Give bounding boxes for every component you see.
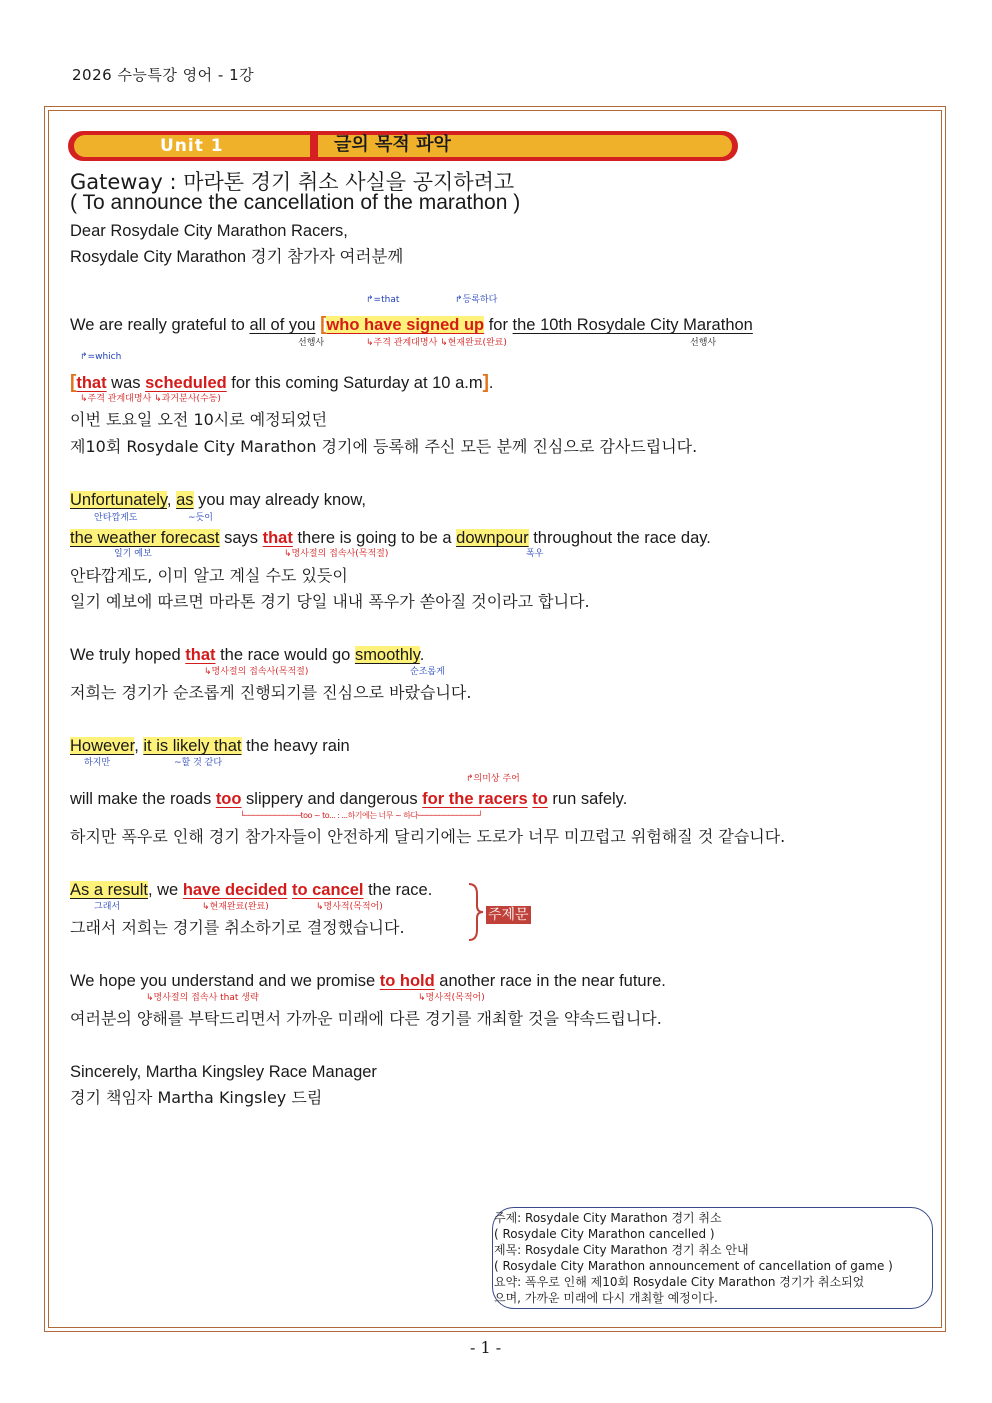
p1-text: was (106, 374, 146, 392)
p2-line2 (70, 527, 711, 549)
page-frame-inner (48, 110, 942, 1328)
p4-too: too (215, 790, 242, 808)
annotation-that-omitted: ↳명사절의 접속사 that 생략 (146, 993, 259, 1003)
annotation-which: ↱=which (80, 352, 122, 362)
p2-ko-line1: 안타깝게도, 이미 알고 계실 수도 있듯이 (70, 566, 348, 585)
bracket-open: [ (320, 314, 327, 335)
p2-line1 (70, 489, 366, 511)
p1-line1 (70, 314, 753, 336)
annotation-to-hold: ↳명사적(목적어) (418, 993, 485, 1003)
p3-line1 (70, 644, 424, 666)
p2-weather-forecast: the weather forecast (70, 529, 220, 547)
annotation-antecedent-2: 선행사 (690, 338, 717, 348)
p1-text: for (484, 316, 513, 334)
greeting-ko: Rosydale City Marathon 경기 참가자 여러분께 (70, 248, 404, 266)
p5-text: , we (147, 881, 183, 899)
p4-text: the heavy rain (241, 737, 350, 755)
p5-text: the race. (363, 881, 433, 899)
p1-ko-line1: 이번 토요일 오전 10시로 예정되었던 (70, 410, 328, 429)
p5-to-cancel: to cancel (291, 881, 364, 899)
p6-text: another race in the near future. (434, 972, 666, 990)
p3-text: We truly hoped (70, 646, 186, 664)
gateway-subtitle: ( To announce the cancellation of the marathon ) (70, 191, 521, 214)
p2-as: as (176, 491, 194, 509)
p2-text: says (219, 529, 263, 547)
p1-antecedent-2: the 10th Rosydale City Marathon (512, 316, 753, 334)
annotation-semantic-subject: ↱의미상 주어 (466, 774, 520, 784)
annotation-that: ↱=that (366, 295, 400, 305)
annotation-however: 하지만 (84, 758, 111, 768)
p3-text: the race would go (215, 646, 355, 664)
topic-sentence-label: 주제문 (488, 907, 529, 923)
p2-text: throughout the race day. (528, 529, 711, 547)
p5-line1 (70, 879, 432, 901)
summary-topic: 주제: Rosydale City Marathon 경기 취소 (494, 1211, 722, 1225)
annotation-weather-forecast: 일기 예보 (114, 549, 152, 559)
p2-text: you may already know, (193, 491, 366, 509)
summary-abstract-2: 으며, 가까운 미래에 다시 개최할 예정이다. (494, 1291, 718, 1305)
p1-relative-clause: who have signed up (326, 316, 485, 334)
summary-title: 제목: Rosydale City Marathon 경기 취소 안내 (494, 1243, 749, 1257)
p6-text: We hope you understand and we promise (70, 972, 380, 990)
p3-period: . (419, 646, 425, 664)
p2-text: , (166, 491, 177, 509)
topic-brace (466, 882, 486, 942)
annotation-unfortunately: 안타깝게도 (94, 513, 138, 523)
p2-text: there is going to be a (292, 529, 457, 547)
annotation-smoothly: 순조롭게 (410, 667, 445, 677)
p6-line1 (70, 970, 666, 992)
annotation-that-clause: ↳명사절의 접속사(목적절) (284, 549, 389, 559)
p5-have-decided: have decided (182, 881, 288, 899)
p4-ko: 하지만 폭우로 인해 경기 참가자들이 안전하게 달리기에는 도로가 너무 미끄럽고 위험해질 것 같습니다. (70, 827, 786, 846)
p1-period: . (488, 374, 494, 392)
summary-topic-en: ( Rosydale City Marathon cancelled ) (494, 1227, 715, 1241)
p4-however: However (70, 737, 135, 755)
p4-line2 (70, 788, 627, 810)
p1-antecedent: all of you (249, 316, 316, 334)
p1-ko-line2: 제10회 Rosydale City Marathon 경기에 등록해 주신 모든 분께 진심으로 감사드립니다. (70, 437, 698, 456)
p4-it-is-likely: it is likely that (143, 737, 242, 755)
p1-text: We are really grateful to (70, 316, 250, 334)
summary-abstract: 요약: 폭우로 인해 제10회 Rosydale City Marathon 경기가 취소되었 (494, 1275, 865, 1289)
p1-scheduled: scheduled (145, 374, 227, 392)
p1-line2 (70, 372, 494, 394)
p4-text: will make the roads (70, 790, 216, 808)
bracket-open: [ (70, 372, 77, 393)
p2-that: that (262, 529, 293, 547)
annotation-downpour: 폭우 (526, 549, 544, 559)
p3-that: that (185, 646, 216, 664)
unit-title: 글의 목적 파악 (334, 134, 451, 155)
unit-label: Unit 1 (160, 136, 224, 156)
annotation-as: ~듯이 (188, 513, 213, 523)
p4-text: run safely. (547, 790, 628, 808)
p2-downpour: downpour (456, 529, 529, 547)
annotation-as-a-result: 그래서 (94, 902, 121, 912)
p1-that: that (76, 374, 107, 392)
p4-text: , (134, 737, 144, 755)
p2-ko-line2: 일기 예보에 따르면 마라톤 경기 당일 내내 폭우가 쏟아질 것이라고 합니다. (70, 592, 590, 611)
annotation-register: ↱등록하다 (455, 295, 498, 305)
p3-smoothly: smoothly (354, 646, 420, 664)
bracket-close: ] (482, 372, 489, 393)
p4-for-the-racers: for the racers (422, 790, 528, 808)
annotation-present-perfect: ↳현재완료(완료) (202, 902, 269, 912)
annotation-too-to: └─────────────too ~ to... : ...하기에는 너무 ~ 하다──────────────┘ (240, 811, 483, 820)
p2-unfortunately: Unfortunately (70, 491, 167, 509)
annotation-rel-pronoun: ↳주격 관계대명사 ↳현재완료(완료) (366, 338, 507, 348)
summary-title-en: ( Rosydale City Marathon announcement of cancellation of game ) (494, 1259, 893, 1273)
annotation-rel-pronoun-2: ↳주격 관계대명사 ↳과거분사(수동) (80, 394, 221, 404)
annotation-that-clause-2: ↳명사절의 접속사(목적절) (204, 667, 309, 677)
gateway-title: Gateway : 마라톤 경기 취소 사실을 공지하려고 (70, 170, 515, 194)
p1-text: for this coming Saturday at 10 a.m (226, 374, 483, 392)
greeting-en: Dear Rosydale City Marathon Racers, (70, 222, 348, 240)
p6-ko: 여러분의 양해를 부탁드리면서 가까운 미래에 다른 경기를 개최할 것을 약속드립니다. (70, 1009, 662, 1028)
p4-text: slippery and dangerous (241, 790, 423, 808)
p3-ko: 저희는 경기가 순조롭게 진행되기를 진심으로 바랐습니다. (70, 683, 472, 702)
p5-as-a-result: As a result (70, 881, 148, 899)
page-header: 2026 수능특강 영어 - 1강 (72, 66, 255, 84)
annotation-likely: ~할 것 같다 (174, 758, 223, 768)
closing-ko: 경기 책임자 Martha Kingsley 드림 (70, 1088, 323, 1107)
annotation-to-cancel: ↳명사적(목적어) (316, 902, 383, 912)
p4-to: to (532, 790, 548, 808)
closing-en: Sincerely, Martha Kingsley Race Manager (70, 1063, 377, 1081)
p6-to-hold: to hold (379, 972, 435, 990)
p5-ko: 그래서 저희는 경기를 취소하기로 결정했습니다. (70, 918, 405, 937)
page-number: - 1 - (470, 1338, 502, 1357)
annotation-antecedent: 선행사 (298, 338, 325, 348)
p4-line1 (70, 735, 350, 757)
